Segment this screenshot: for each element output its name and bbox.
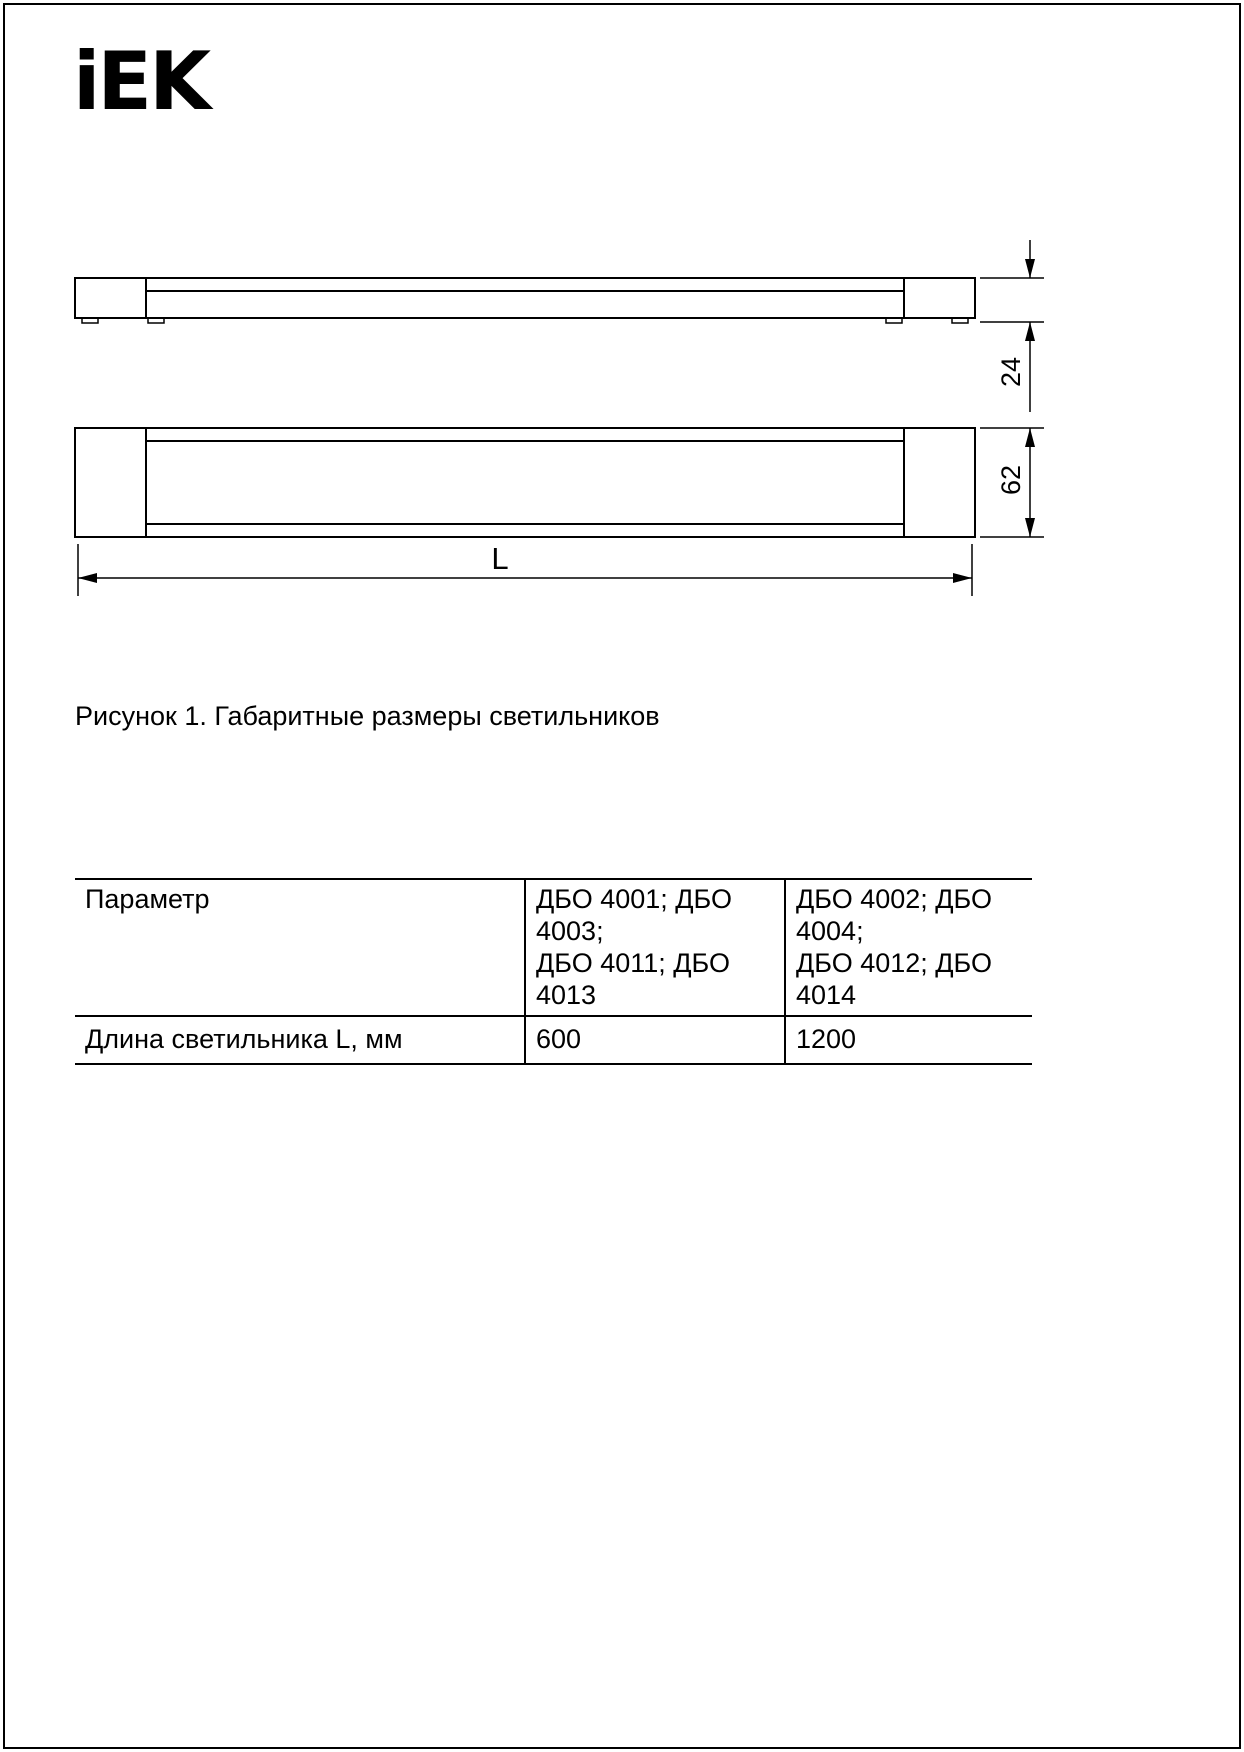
- cell-length-group2: 1200: [785, 1016, 1032, 1064]
- header-models-group2: [785, 879, 1032, 1016]
- header-models-group1: [525, 879, 785, 1016]
- table-row: [75, 1016, 1032, 1064]
- dim-62-label: 62: [996, 464, 1026, 496]
- dim-24-label: 24: [996, 356, 1026, 388]
- header-models-group2-line2: ДБО 4012; ДБО 4014: [796, 947, 992, 1010]
- luminaire-front-view: [75, 428, 975, 537]
- cell-length-group1: 600: [525, 1016, 785, 1064]
- dimension-24: [980, 240, 1044, 412]
- figure-dimension-drawing: [0, 0, 1244, 660]
- header-models-group2-line1: ДБО 4002; ДБО 4004;: [796, 884, 992, 946]
- luminaire-profile-view: [75, 278, 975, 323]
- arrowhead-right-icon: [953, 573, 972, 583]
- dimension-62: [980, 428, 1044, 537]
- arrowhead-up-icon: [1025, 322, 1035, 341]
- arrowhead-down-icon: [1025, 259, 1035, 278]
- spec-table: [75, 878, 1032, 1065]
- dimension-L: [78, 541, 972, 596]
- iek-logo: iEK: [73, 35, 209, 128]
- arrowhead-left-icon: [78, 573, 97, 583]
- header-parameter: [75, 879, 525, 1016]
- spec-table-header-row: [75, 879, 1032, 1016]
- arrowhead-up-icon: [1025, 428, 1035, 447]
- cell-parameter: Длина светильника L, мм: [85, 1024, 403, 1055]
- arrowhead-down-icon: [1025, 518, 1035, 537]
- header-parameter-label: Параметр: [85, 884, 210, 914]
- header-models-group1-line2: ДБО 4011; ДБО 4013: [536, 947, 730, 1010]
- figure-caption: Рисунок 1. Габаритные размеры светильников: [75, 701, 660, 731]
- dim-L-label: L: [491, 541, 509, 576]
- header-models-group1-line1: ДБО 4001; ДБО 4003;: [536, 884, 732, 946]
